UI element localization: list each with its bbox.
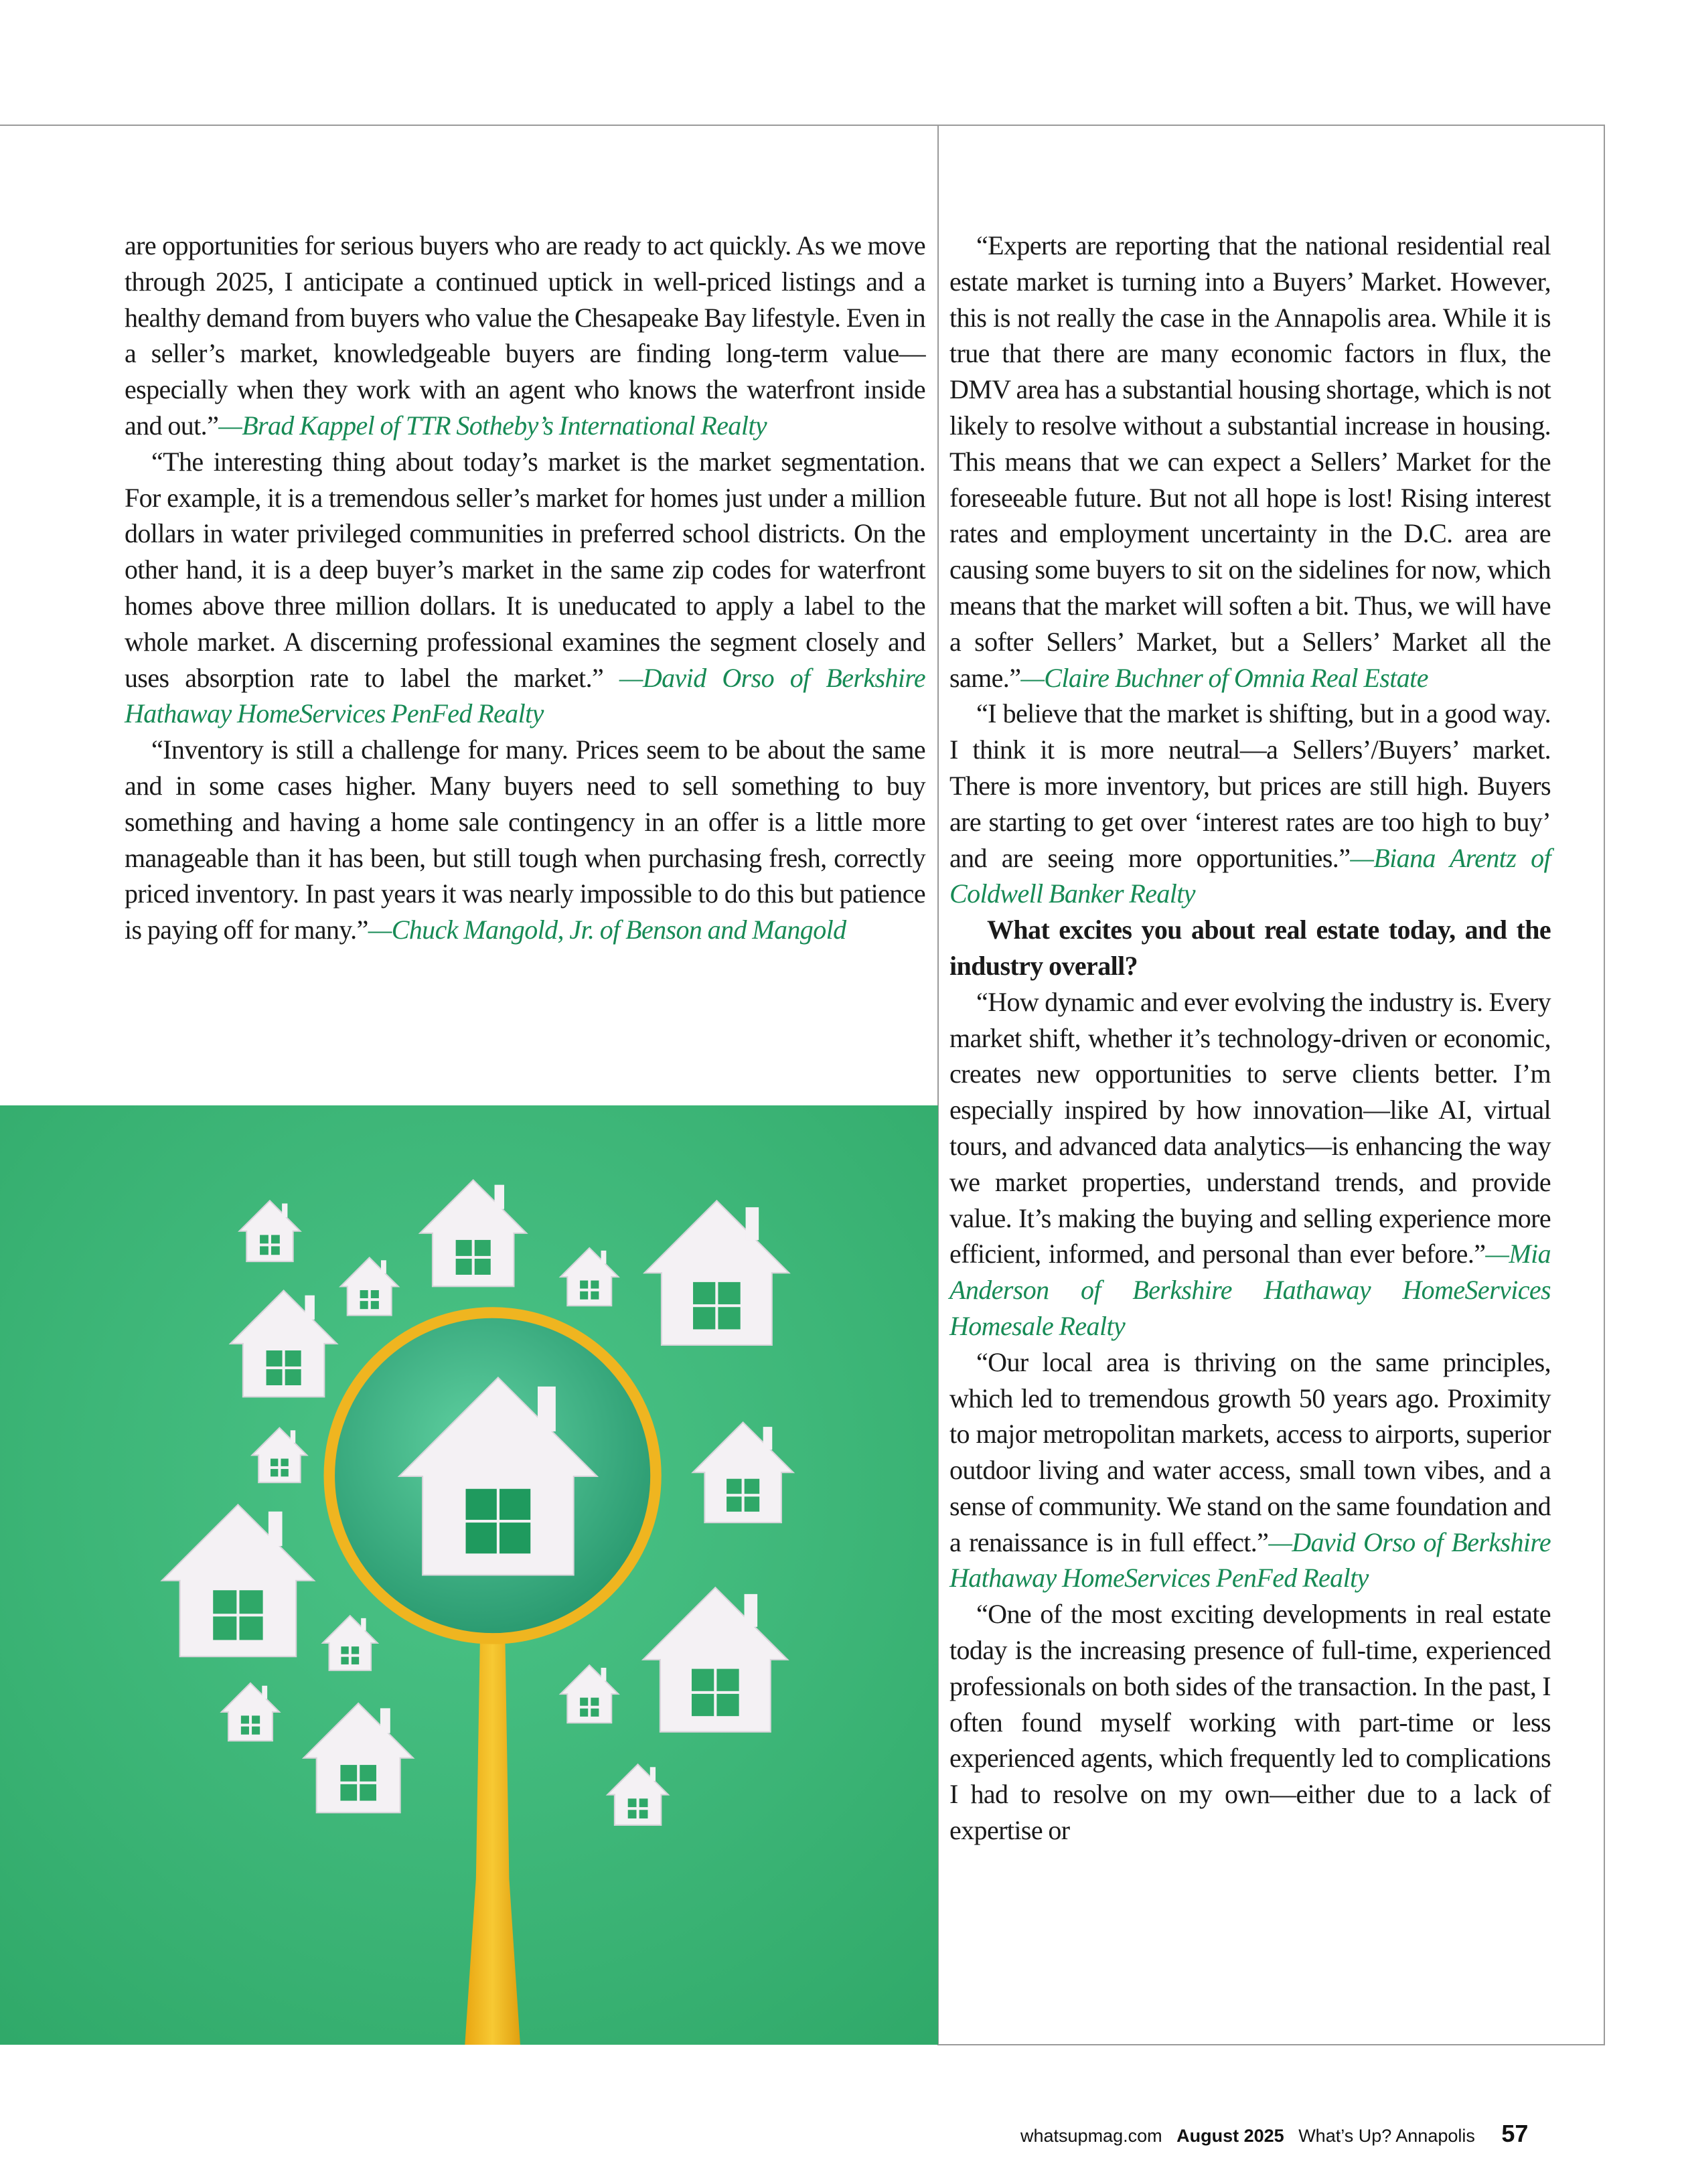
quote-paragraph xyxy=(949,696,1551,912)
footer-publication: What’s Up? Annapolis xyxy=(1298,2126,1475,2146)
frame-bottom-rule xyxy=(937,2044,1605,2045)
quote-attribution: —Claire Buchner of Omnia Real Estate xyxy=(1020,662,1428,693)
quote-paragraph xyxy=(125,732,925,948)
quote-attribution: —Mia Anderson of Berkshire Hathaway HomeServices Homesale Realty xyxy=(949,1239,1551,1341)
quote-text: “Inventory is still a challenge for many. Prices seem to be about the same and in some cases higher. Many buyers need to sell something to buy something and having a home sale contingency in an offer is a little more manageable than it has been, but still tough when purchasing fresh, correctly priced inventory. In past years it was nearly impossible to do this but patience is paying off for many.” xyxy=(125,734,925,945)
footer-site: whatsupmag.com xyxy=(1020,2126,1162,2146)
quote-text: are opportunities for serious buyers who are ready to act quickly. As we move through 2025, I anticipate a continued uptick in well-priced listings and a healthy demand from buyers who value the Chesapeake Bay lifestyle. Even in a seller’s market, knowledgeable buyers are finding long-term value—especially when they work with an agent who knows the waterfront inside and out.” xyxy=(125,230,925,441)
quote-attribution: —David Orso of Berkshire Hathaway HomeServices PenFed Realty xyxy=(125,662,926,729)
quote-attribution: —Chuck Mangold, Jr. of Benson and Mangold xyxy=(368,915,846,945)
quote-paragraph xyxy=(949,1596,1551,1849)
page-footer xyxy=(1020,2120,1537,2148)
quote-paragraph xyxy=(949,1344,1551,1597)
frame-right-rule xyxy=(1604,125,1605,2045)
quote-paragraph xyxy=(949,984,1551,1344)
quote-text: “One of the most exciting developments in real estate today is the increasing presence of full-time, experienced professionals on both sides of the transaction. In the past, I often found myself working with part-time or less experienced agents, which frequently led to complications I had to resolve on my own—either due to a lack of expertise or xyxy=(949,1599,1551,1846)
quote-attribution: —Biana Arentz of Coldwell Banker Realty xyxy=(949,842,1551,909)
quote-text: “Experts are reporting that the national residential real estate market is turning into a Buyers’ Market. However, this is not really the case in the Annapolis area. While it is true that there are many economic factors in flux, the DMV area has a substantial housing shortage, which is not likely to resolve without a substantial increase in housing. This means that we can expect a Sellers’ Market for the foreseeable future. But not all hope is lost! Rising interest rates and employment uncertainty in the D.C. area are causing some buyers to sit on the sidelines for now, which means that the market will soften a bit. Thus, we will have a softer Sellers’ Market, but a Sellers’ Market all the same.” xyxy=(949,230,1551,693)
quote-text: “I believe that the market is shifting, but in a good way. I think it is more neutral—a Sellers’/Buyers’ market. There is more inventory, but prices are still high. Buyers are starting to get over ‘interest rates are too high to buy’ and are seeing more opportunities.” xyxy=(949,698,1551,873)
quote-paragraph xyxy=(949,228,1551,696)
quote-text: “How dynamic and ever evolving the industry is. Every market shift, whether it’s technology-driven or economic, creates new opportunities to serve clients better. I’m especially inspired by how innovation—like AI, virtual tours, and advanced data analytics—is enhancing the way we market properties, understand trends, and provide value. It’s making the buying and selling experience more efficient, informed, and personal than ever before.” xyxy=(949,986,1551,1269)
quote-text: “The interesting thing about today’s market is the market segmentation. For example, it is a tremendous seller’s market for homes just under a million dollars in water privileged communities in preferred school districts. On the other hand, it is a deep buyer’s market in the same zip codes for waterfront homes above three million dollars. It is uneducated to apply a label to the whole market. A discerning professional examines the segment closely and uses absorption rate to label the market.” xyxy=(125,446,925,693)
houses-magnifier-illustration xyxy=(0,1105,938,2045)
quote-attribution: —Brad Kappel of TTR Sotheby’s International Realty xyxy=(218,410,767,441)
left-column xyxy=(125,228,925,948)
right-column xyxy=(949,228,1551,1849)
quote-attribution: —David Orso of Berkshire Hathaway HomeServices PenFed Realty xyxy=(949,1527,1551,1593)
quote-paragraph xyxy=(125,444,925,732)
footer-issue: August 2025 xyxy=(1176,2126,1284,2146)
quote-paragraph xyxy=(125,228,925,444)
page-number: 57 xyxy=(1501,2120,1529,2147)
frame-top-rule xyxy=(0,125,1605,126)
quote-text: “Our local area is thriving on the same principles, which led to tremendous growth 50 years ago. Proximity to major metropolitan markets, access to airports, superior outdoor living and water access, small town vibes, and a sense of community. We stand on the same foundation and a renaissance is in full effect.” xyxy=(949,1346,1551,1557)
section-question: What excites you about real estate today, and the industry overall? xyxy=(949,915,1551,981)
